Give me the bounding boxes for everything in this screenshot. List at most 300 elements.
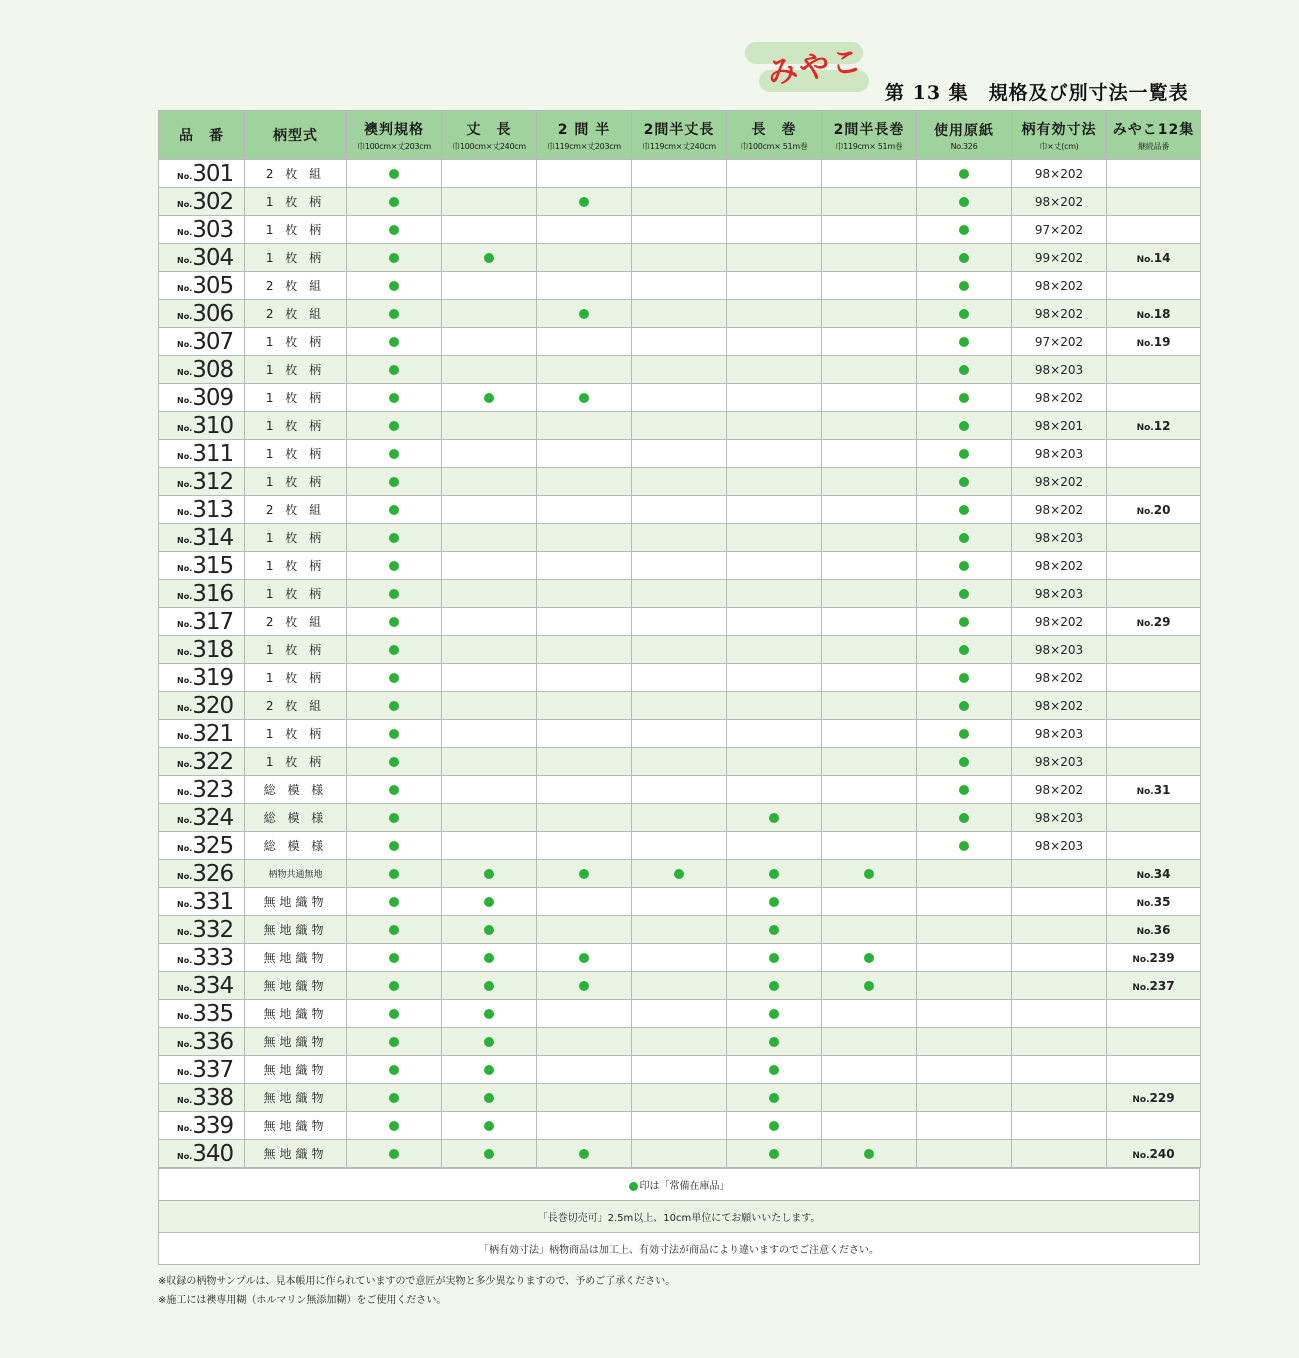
availability-cell — [727, 1000, 822, 1028]
available-dot-icon — [389, 365, 399, 375]
continued-number-cell — [1107, 664, 1201, 692]
availability-cell — [917, 1056, 1012, 1084]
availability-cell — [442, 412, 537, 440]
table-row — [159, 468, 1201, 496]
availability-cell — [347, 300, 442, 328]
continued-number: 240 — [1149, 1146, 1175, 1161]
effective-size-cell — [1012, 1140, 1107, 1168]
available-dot-icon — [389, 897, 399, 907]
availability-cell — [727, 888, 822, 916]
availability-cell — [727, 356, 822, 384]
effective-size-cell: 98×202 — [1012, 496, 1107, 524]
continued-number: 35 — [1153, 894, 1171, 909]
pattern-type-cell: 1 枚 柄 — [245, 440, 347, 468]
available-dot-icon — [389, 953, 399, 963]
available-dot-icon — [769, 1121, 779, 1131]
footnote: ※施工には襖専用糊（ホルマリン無添加糊）をご使用ください。 — [158, 1295, 447, 1306]
continued-number: 36 — [1153, 922, 1171, 937]
product-number: 304 — [192, 244, 234, 271]
product-number-cell — [159, 1000, 245, 1028]
continued-number-cell — [1107, 804, 1201, 832]
effective-size-cell: 98×203 — [1012, 720, 1107, 748]
product-number-cell — [159, 776, 245, 804]
product-number-cell — [159, 440, 245, 468]
note-row — [159, 1201, 1200, 1233]
availability-cell — [442, 972, 537, 1000]
availability-cell — [537, 356, 632, 384]
availability-cell — [917, 804, 1012, 832]
table-row — [159, 1140, 1201, 1168]
column-header-label: 柄有効寸法 — [1021, 121, 1097, 138]
availability-cell — [822, 440, 917, 468]
availability-cell — [537, 272, 632, 300]
continued-number: 34 — [1153, 866, 1171, 881]
available-dot-icon — [389, 1065, 399, 1075]
availability-cell — [347, 692, 442, 720]
table-row — [159, 496, 1201, 524]
table-row — [159, 244, 1201, 272]
available-dot-icon — [959, 617, 969, 627]
continued-number-cell — [1107, 216, 1201, 244]
product-number-cell — [159, 804, 245, 832]
available-dot-icon — [579, 981, 589, 991]
number-prefix: No. — [1136, 618, 1154, 629]
column-header — [1107, 111, 1201, 160]
availability-cell — [917, 384, 1012, 412]
column-header — [1012, 111, 1107, 160]
availability-cell — [917, 524, 1012, 552]
table-row — [159, 160, 1201, 188]
table-row — [159, 1056, 1201, 1084]
availability-cell — [917, 608, 1012, 636]
product-number: 324 — [192, 804, 234, 831]
availability-cell — [727, 692, 822, 720]
availability-cell — [537, 468, 632, 496]
product-number-cell — [159, 1028, 245, 1056]
pattern-type-cell: 1 枚 柄 — [245, 244, 347, 272]
availability-cell — [727, 300, 822, 328]
effective-size-cell: 97×202 — [1012, 216, 1107, 244]
availability-cell — [347, 188, 442, 216]
availability-cell — [537, 524, 632, 552]
availability-cell — [917, 300, 1012, 328]
availability-cell — [442, 608, 537, 636]
product-number-cell — [159, 972, 245, 1000]
available-dot-icon — [769, 1093, 779, 1103]
pattern-type-cell: 1 枚 柄 — [245, 580, 347, 608]
availability-cell — [347, 944, 442, 972]
availability-cell — [347, 1028, 442, 1056]
available-dot-icon — [389, 337, 399, 347]
continued-number: 19 — [1153, 334, 1171, 349]
availability-cell — [347, 720, 442, 748]
number-prefix: No. — [177, 283, 193, 293]
product-number: 339 — [192, 1112, 234, 1139]
continued-number-cell — [1107, 328, 1201, 356]
effective-size-cell: 98×202 — [1012, 188, 1107, 216]
available-dot-icon — [959, 701, 969, 711]
table-row — [159, 216, 1201, 244]
availability-cell — [917, 272, 1012, 300]
availability-cell — [632, 804, 727, 832]
available-dot-icon — [769, 981, 779, 991]
available-dot-icon — [389, 421, 399, 431]
table-row — [159, 1084, 1201, 1112]
continued-number-cell — [1107, 1140, 1201, 1168]
availability-cell — [537, 1028, 632, 1056]
available-dot-icon — [959, 337, 969, 347]
availability-cell — [917, 160, 1012, 188]
pattern-type-cell: 1 枚 柄 — [245, 468, 347, 496]
effective-size-cell: 99×202 — [1012, 244, 1107, 272]
availability-cell — [917, 216, 1012, 244]
effective-size-cell: 98×202 — [1012, 272, 1107, 300]
availability-cell — [442, 356, 537, 384]
available-dot-icon — [959, 449, 969, 459]
footnote: ※収録の柄物サンプルは、見本帳用に作られていますので意匠が実物と多少異なりますので、予めご了承ください。 — [158, 1276, 676, 1287]
availability-cell — [347, 1056, 442, 1084]
availability-cell — [727, 916, 822, 944]
product-number-cell — [159, 216, 245, 244]
available-dot-icon — [389, 981, 399, 991]
table-row — [159, 384, 1201, 412]
availability-cell — [727, 328, 822, 356]
number-prefix: No. — [177, 423, 193, 433]
availability-cell — [442, 216, 537, 244]
product-number: 333 — [192, 944, 234, 971]
continued-number-cell — [1107, 692, 1201, 720]
available-dot-icon — [959, 197, 969, 207]
available-dot-icon — [959, 309, 969, 319]
availability-cell — [822, 1028, 917, 1056]
availability-cell — [537, 860, 632, 888]
availability-cell — [632, 328, 727, 356]
column-header — [347, 111, 442, 160]
pattern-type-cell: 無地織物 — [245, 1028, 347, 1056]
availability-cell — [632, 692, 727, 720]
availability-cell — [442, 860, 537, 888]
product-number-cell — [159, 720, 245, 748]
available-dot-icon — [959, 253, 969, 263]
availability-cell — [537, 720, 632, 748]
availability-cell — [822, 636, 917, 664]
available-dot-icon — [959, 645, 969, 655]
product-number: 323 — [192, 776, 234, 803]
availability-cell — [822, 944, 917, 972]
availability-cell — [917, 720, 1012, 748]
column-header — [442, 111, 537, 160]
availability-cell — [727, 216, 822, 244]
availability-cell — [347, 468, 442, 496]
number-prefix: No. — [177, 339, 193, 349]
effective-size-cell: 98×203 — [1012, 832, 1107, 860]
number-prefix: No. — [177, 479, 193, 489]
available-dot-icon — [389, 505, 399, 515]
availability-cell — [632, 300, 727, 328]
continued-number-cell — [1107, 944, 1201, 972]
availability-cell — [442, 1112, 537, 1140]
effective-size-cell: 98×203 — [1012, 580, 1107, 608]
available-dot-icon — [389, 813, 399, 823]
pattern-type-cell: 無地織物 — [245, 1056, 347, 1084]
availability-cell — [917, 188, 1012, 216]
availability-cell — [442, 552, 537, 580]
number-prefix: No. — [177, 563, 193, 573]
available-dot-icon — [389, 197, 399, 207]
number-prefix: No. — [1136, 506, 1154, 517]
availability-cell — [917, 1112, 1012, 1140]
available-dot-icon — [484, 393, 494, 403]
availability-cell — [537, 664, 632, 692]
availability-cell — [347, 384, 442, 412]
available-dot-icon — [959, 421, 969, 431]
number-prefix: No. — [177, 787, 193, 797]
availability-cell — [347, 328, 442, 356]
pattern-type-cell: 2 枚 組 — [245, 272, 347, 300]
availability-cell — [347, 496, 442, 524]
table-row — [159, 300, 1201, 328]
table-row — [159, 692, 1201, 720]
product-number: 310 — [192, 412, 234, 439]
available-dot-icon — [484, 253, 494, 263]
available-dot-icon — [389, 309, 399, 319]
column-header — [822, 111, 917, 160]
column-header-label: 2間半丈長 — [643, 121, 715, 138]
product-number: 319 — [192, 664, 234, 691]
availability-cell — [442, 524, 537, 552]
availability-cell — [537, 832, 632, 860]
availability-cell — [727, 1140, 822, 1168]
pattern-type-cell: 1 枚 柄 — [245, 524, 347, 552]
effective-size-cell: 98×202 — [1012, 776, 1107, 804]
availability-cell — [442, 832, 537, 860]
column-header-sublabel: 巾119cm× 51m巻 — [835, 141, 903, 151]
continued-number-cell — [1107, 776, 1201, 804]
table-row — [159, 580, 1201, 608]
number-prefix: No. — [177, 395, 193, 405]
availability-cell — [442, 496, 537, 524]
pattern-type-cell: 無地織物 — [245, 1000, 347, 1028]
continued-number: 31 — [1153, 782, 1171, 797]
number-prefix: No. — [177, 675, 193, 685]
available-dot-icon — [864, 869, 874, 879]
continued-number-cell — [1107, 468, 1201, 496]
availability-cell — [442, 272, 537, 300]
available-dot-icon — [389, 253, 399, 263]
availability-cell — [632, 384, 727, 412]
availability-cell — [442, 944, 537, 972]
effective-size-cell: 98×201 — [1012, 412, 1107, 440]
available-dot-icon — [959, 673, 969, 683]
availability-cell — [632, 888, 727, 916]
available-dot-icon — [389, 393, 399, 403]
availability-cell — [727, 832, 822, 860]
number-prefix: No. — [1136, 898, 1154, 909]
effective-size-cell — [1012, 888, 1107, 916]
availability-cell — [537, 608, 632, 636]
available-dot-icon — [484, 1149, 494, 1159]
availability-cell — [822, 412, 917, 440]
available-dot-icon — [769, 1037, 779, 1047]
continued-number-cell — [1107, 356, 1201, 384]
effective-size-cell: 98×202 — [1012, 468, 1107, 496]
available-dot-icon — [389, 701, 399, 711]
availability-cell — [822, 608, 917, 636]
availability-cell — [347, 412, 442, 440]
available-dot-icon — [864, 981, 874, 991]
availability-cell — [632, 524, 727, 552]
availability-cell — [727, 664, 822, 692]
available-dot-icon — [959, 365, 969, 375]
availability-cell — [727, 1112, 822, 1140]
availability-cell — [632, 1028, 727, 1056]
table-row — [159, 1112, 1201, 1140]
product-number-cell — [159, 1140, 245, 1168]
availability-cell — [442, 720, 537, 748]
continued-number-cell — [1107, 244, 1201, 272]
table-row — [159, 188, 1201, 216]
product-number: 336 — [192, 1028, 234, 1055]
availability-cell — [347, 356, 442, 384]
continued-number-cell — [1107, 860, 1201, 888]
pattern-type-cell: 無地織物 — [245, 888, 347, 916]
effective-size-cell — [1012, 1000, 1107, 1028]
available-dot-icon — [959, 561, 969, 571]
availability-cell — [822, 524, 917, 552]
available-dot-icon — [579, 869, 589, 879]
availability-cell — [537, 300, 632, 328]
number-prefix: No. — [177, 1011, 193, 1021]
number-prefix: No. — [177, 759, 193, 769]
availability-cell — [917, 664, 1012, 692]
availability-cell — [917, 244, 1012, 272]
product-number: 303 — [192, 216, 234, 243]
product-number: 314 — [192, 524, 234, 551]
availability-cell — [917, 888, 1012, 916]
product-number: 322 — [192, 748, 234, 775]
effective-size-cell: 98×202 — [1012, 552, 1107, 580]
availability-cell — [917, 1028, 1012, 1056]
availability-cell — [537, 636, 632, 664]
number-prefix: No. — [177, 171, 193, 181]
available-dot-icon — [389, 841, 399, 851]
number-prefix: No. — [1136, 926, 1154, 937]
availability-cell — [632, 440, 727, 468]
number-prefix: No. — [177, 1095, 193, 1105]
availability-cell — [442, 580, 537, 608]
product-number: 340 — [192, 1140, 234, 1167]
number-prefix: No. — [177, 1151, 193, 1161]
product-number-cell — [159, 748, 245, 776]
availability-cell — [442, 244, 537, 272]
product-number: 305 — [192, 272, 234, 299]
table-row — [159, 860, 1201, 888]
availability-cell — [537, 1084, 632, 1112]
pattern-type-cell: 無地織物 — [245, 916, 347, 944]
column-header — [537, 111, 632, 160]
product-number-cell — [159, 300, 245, 328]
availability-cell — [822, 580, 917, 608]
continued-number: 239 — [1149, 950, 1175, 965]
column-header-sublabel: 巾×丈(cm) — [1039, 141, 1079, 151]
spec-table-wrap — [158, 110, 1200, 1265]
table-row — [159, 972, 1201, 1000]
column-header-sublabel: 巾100cm× 51m巻 — [740, 141, 808, 151]
number-prefix: No. — [177, 1067, 193, 1077]
availability-cell — [537, 916, 632, 944]
product-number: 316 — [192, 580, 234, 607]
availability-cell — [442, 300, 537, 328]
availability-cell — [347, 244, 442, 272]
available-dot-icon — [389, 533, 399, 543]
availability-cell — [442, 636, 537, 664]
continued-number-cell — [1107, 524, 1201, 552]
column-header-sublabel: 巾119cm×丈203cm — [547, 141, 621, 151]
continued-number-cell — [1107, 552, 1201, 580]
availability-cell — [632, 160, 727, 188]
product-number-cell — [159, 608, 245, 636]
table-row — [159, 664, 1201, 692]
availability-cell — [822, 496, 917, 524]
availability-cell — [632, 412, 727, 440]
number-prefix: No. — [177, 591, 193, 601]
available-dot-icon — [389, 1121, 399, 1131]
continued-number-cell — [1107, 1000, 1201, 1028]
product-number-cell — [159, 160, 245, 188]
note-cell: 「長巻切売可」2.5m以上、10cm単位にてお願いいたします。 — [159, 1201, 1200, 1233]
available-dot-icon — [389, 449, 399, 459]
available-dot-icon — [769, 1149, 779, 1159]
availability-cell — [917, 412, 1012, 440]
number-prefix: No. — [177, 451, 193, 461]
number-prefix: No. — [1136, 254, 1154, 265]
availability-cell — [917, 916, 1012, 944]
availability-cell — [347, 1000, 442, 1028]
column-header-label: 長 巻 — [751, 121, 797, 138]
availability-cell — [822, 1140, 917, 1168]
pattern-type-cell: 2 枚 組 — [245, 160, 347, 188]
table-row — [159, 524, 1201, 552]
availability-cell — [537, 692, 632, 720]
table-row — [159, 412, 1201, 440]
availability-cell — [537, 384, 632, 412]
availability-cell — [347, 804, 442, 832]
product-number-cell — [159, 1056, 245, 1084]
product-number: 301 — [192, 160, 234, 187]
product-number-cell — [159, 244, 245, 272]
available-dot-icon — [484, 1065, 494, 1075]
availability-cell — [727, 1056, 822, 1084]
availability-cell — [822, 328, 917, 356]
available-dot-icon — [484, 1009, 494, 1019]
availability-cell — [347, 776, 442, 804]
pattern-type-cell: 2 枚 組 — [245, 300, 347, 328]
effective-size-cell — [1012, 1112, 1107, 1140]
available-dot-icon — [674, 869, 684, 879]
product-number-cell — [159, 384, 245, 412]
table-row — [159, 328, 1201, 356]
availability-cell — [537, 216, 632, 244]
availability-cell — [632, 1112, 727, 1140]
available-dot-icon — [769, 1009, 779, 1019]
availability-cell — [537, 1112, 632, 1140]
effective-size-cell — [1012, 944, 1107, 972]
availability-cell — [822, 1084, 917, 1112]
availability-cell — [727, 440, 822, 468]
effective-size-cell: 98×202 — [1012, 692, 1107, 720]
product-number-cell — [159, 832, 245, 860]
availability-cell — [727, 412, 822, 440]
